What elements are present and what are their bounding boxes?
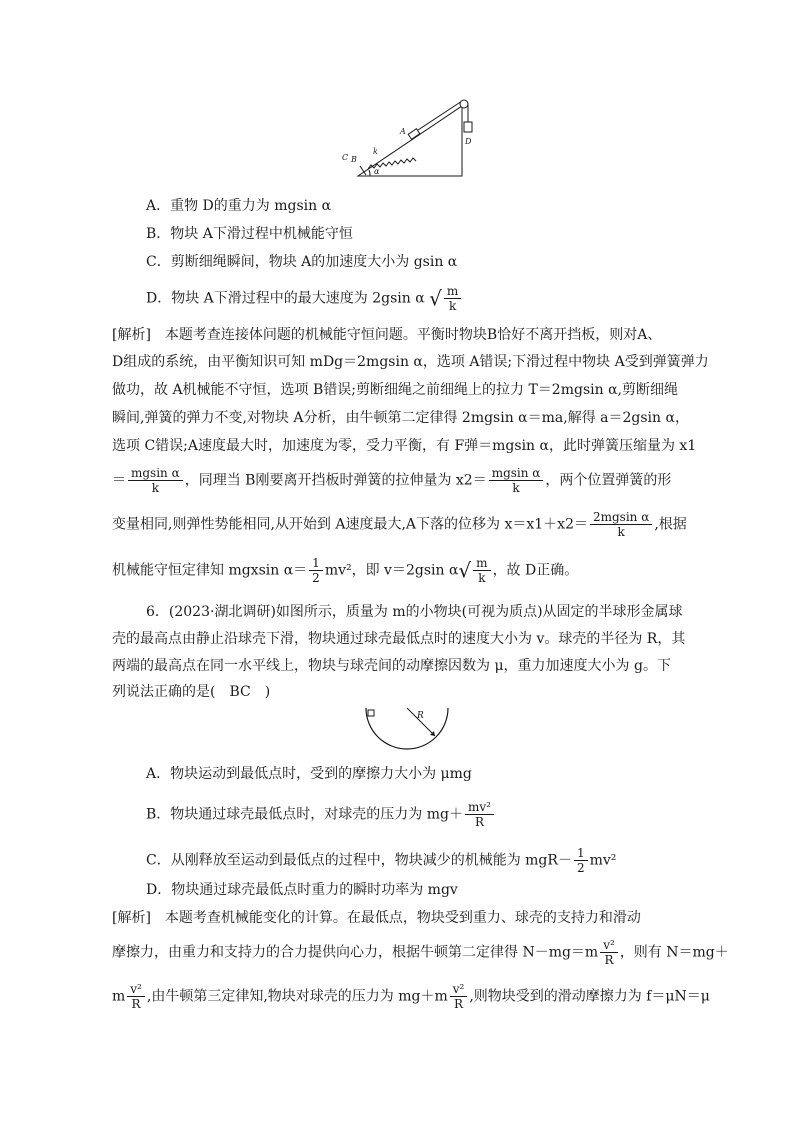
fraction: [574, 846, 588, 875]
small-block: [368, 710, 374, 716]
q5-option-c: C．剪断细绳瞬间，物块 A的加速度大小为 gsin α: [146, 254, 458, 270]
q6-option-a: A．物块运动到最低点时，受到的摩擦力大小为 μmg: [146, 766, 472, 782]
den: R: [474, 815, 484, 829]
sqrt-den: k: [448, 299, 457, 313]
fraction: [465, 800, 494, 829]
q6-line3: 两端的最高点在同一水平线上，物块与球壳间的动摩擦因数为 μ，重力加速度大小为 g。下: [112, 658, 671, 674]
den: R: [454, 997, 464, 1011]
analysis6-line2: [112, 938, 729, 967]
num: 1: [574, 846, 588, 861]
text: ＝: [112, 472, 126, 489]
q6-option-c: [146, 846, 616, 875]
text: ,由牛顿第三定律知,物块对球壳的压力为 mg＋m: [146, 988, 448, 1005]
q5-option-a: A．重物 D的重力为 mgsin α: [146, 198, 332, 214]
text: ,根据: [654, 516, 687, 533]
analysis5-line7: [112, 510, 687, 539]
text: 机械能守恒定律知 mgxsin α＝: [112, 562, 308, 579]
text: ，则有 N＝mg＋: [619, 944, 729, 961]
fraction: [489, 466, 544, 495]
text: ,则物块受到的滑动摩擦力为 f＝μN＝μ: [469, 988, 710, 1005]
label-a: A: [400, 127, 406, 136]
q6-line1: 6．(2023·湖北调研)如图所示，质量为 m的小物块(可视为质点)从固定的半球形金属球: [146, 604, 683, 620]
analysis5-line2: D组成的系统，由平衡知识可知 mDg＝2mgsin α，选项 A错误;下滑过程中物块 A受到弹簧弹力: [112, 354, 709, 370]
pulley: [460, 100, 468, 108]
analysis5-line1: [解析] 本题考查连接体问题的机械能守恒问题。平衡时物块B恰好不离开挡板，则对A、: [112, 327, 662, 343]
fraction: [127, 982, 145, 1011]
sqrt: √ $\frac{m}{k}$: [458, 556, 492, 585]
analysis5-line8: [112, 556, 578, 585]
fraction: [590, 510, 652, 539]
text: 变量相同,则弹性势能相同,从开始到 A速度最大,A下落的位移为 x＝x1＋x2＝: [112, 516, 588, 533]
num: mgsin α: [128, 466, 183, 481]
q6-option-b: [146, 800, 496, 829]
fraction: [450, 982, 468, 1011]
q5-option-d: [146, 284, 463, 313]
num: mv²: [465, 800, 494, 815]
text: ，两个位置弹簧的形: [545, 472, 672, 489]
den: R: [604, 953, 614, 967]
label-alpha: α: [374, 167, 380, 176]
fraction: [128, 466, 183, 495]
analysis6-line3: [112, 982, 710, 1011]
label-d: D: [465, 137, 472, 146]
den: k: [617, 525, 625, 539]
analysis5-line6: [112, 466, 671, 495]
num: v²: [127, 982, 145, 997]
analysis5-line4: 瞬间,弹簧的弹力不变,对物块 A分析，由牛顿第二定律得 2mgsin α＝ma,解得 a＝2gsin α，: [112, 410, 689, 426]
text: mv²，即 v＝2gsin α: [324, 562, 459, 579]
weight-d: [464, 122, 472, 132]
num: mgsin α: [489, 466, 544, 481]
analysis5-line3: 做功，故 A机械能不守恒，选项 B错误;剪断细绳之前细绳上的拉力 T＝2mgsin α,剪断细绳: [112, 382, 678, 398]
den: k: [512, 481, 520, 495]
q5-option-d-text: D．物块 A下滑过程中的最大速度为 2gsin α: [146, 290, 425, 307]
q5-option-b: B．物块 A下滑过程中机械能守恒: [146, 226, 353, 242]
den: k: [478, 571, 486, 585]
text: B．物块通过球壳最低点时，对球壳的压力为 mg＋: [146, 806, 463, 823]
num: v²: [600, 938, 618, 953]
label-c: C: [342, 153, 349, 162]
incline-diagram: [340, 96, 480, 180]
den: 2: [312, 571, 320, 585]
q6-line2: 壳的最高点由静止沿球壳下滑，物块通过球壳最低点时的速度大小为 v。球壳的半径为 R，其: [112, 631, 686, 647]
den: k: [151, 481, 159, 495]
shell-arc: [366, 708, 448, 749]
analysis6-line1: [解析] 本题考查机械能变化的计算。在最低点，物块受到重力、球壳的支持力和滑动: [112, 910, 641, 926]
analysis5-line5: 选项 C错误;A速度最大时，加速度为零，受力平衡，有 F弹＝mgsin α，此时弹簧压缩量为 x1: [112, 438, 697, 454]
label-b: B: [351, 155, 357, 164]
fraction: [309, 556, 323, 585]
den: R: [131, 997, 141, 1011]
q6-line4: 列说法正确的是( BC ): [112, 684, 271, 700]
text: C．从刚释放至运动到最低点的过程中，物块减少的机械能为 mgR－: [146, 852, 572, 869]
incline-triangle: [358, 106, 462, 176]
num: v²: [450, 982, 468, 997]
sqrt-num: m: [444, 284, 461, 299]
hemisphere-diagram: [364, 704, 450, 760]
num: m: [473, 556, 490, 571]
label-r: R: [417, 711, 424, 721]
fraction: [600, 938, 618, 967]
text: ，同理当 B刚要离开挡板时弹簧的拉伸量为 x2＝: [184, 472, 487, 489]
text: mv²: [589, 852, 617, 869]
num: 2mgsin α: [590, 510, 652, 525]
text: ，故 D正确。: [492, 562, 579, 579]
q5-option-d-sqrt: √ $\frac{m}{k}$: [429, 284, 463, 313]
den: 2: [576, 861, 585, 875]
num: 1: [309, 556, 323, 571]
q6-option-d: D．物块通过球壳最低点时重力的瞬时功率为 mgv: [146, 882, 458, 898]
text: m: [112, 988, 126, 1005]
label-k: k: [373, 147, 378, 156]
text: 摩擦力，由重力和支持力的合力提供向心力，根据牛顿第二定律得 N－mg＝m: [112, 944, 599, 961]
